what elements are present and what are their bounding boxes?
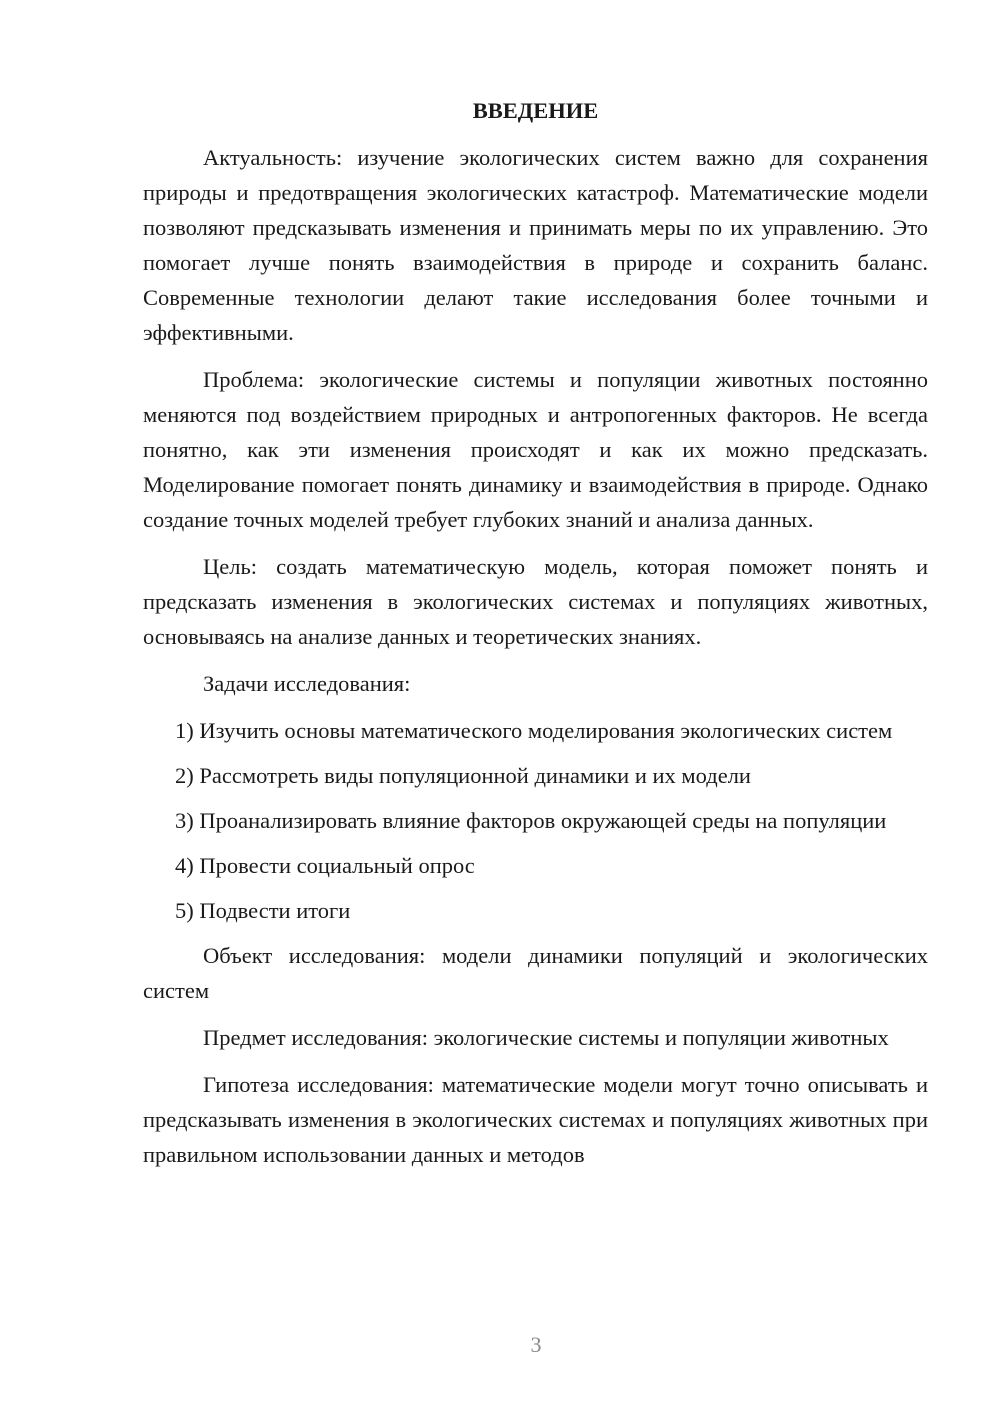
subject-paragraph: Предмет исследования: экологические системы и популяции животных: [203, 1025, 889, 1050]
relevance-paragraph: Актуальность: изучение экологических систем важно для сохранения природы и предотвращения экологических катастроф. Математические модели позволяют предсказывать изменения и принимать меры по их управлению. Это помогает лучше понять взаимодействия в природе и сохранить баланс. Современные технологии делают такие исследования более точными и эффективными.: [143, 145, 928, 345]
task-item-5: 5) Подвести итоги: [175, 898, 351, 923]
document-page: [143, 93, 928, 1184]
task-item-3: 3) Проанализировать влияние факторов окружающей среды на популяции: [175, 808, 887, 833]
hypothesis-paragraph: Гипотеза исследования: математические модели могут точно описывать и предсказывать изменения в экологических системах и популяциях животных при правильном использовании данных и методов: [143, 1072, 928, 1167]
page-number: 3: [530, 1332, 542, 1357]
problem-paragraph: Проблема: экологические системы и популяции животных постоянно меняются под воздействием природных и антропогенных факторов. Не всегда понятно, как эти изменения происходят и как их можно предсказать. Моделирование помогает понять динамику и взаимодействия в природе. Однако создание точных моделей требует глубоких знаний и анализа данных.: [143, 367, 928, 532]
object-paragraph: Объект исследования: модели динамики популяций и экологических систем: [143, 943, 928, 1003]
task-item-2: 2) Рассмотреть виды популяционной динамики и их модели: [175, 763, 751, 788]
goal-paragraph: Цель: создать математическую модель, которая поможет понять и предсказать изменения в экологических системах и популяциях животных, основываясь на анализе данных и теоретических знаниях.: [143, 554, 928, 649]
page-title: ВВЕДЕНИЕ: [472, 98, 599, 123]
tasks-heading: Задачи исследования:: [203, 671, 411, 696]
task-item-1: 1) Изучить основы математического моделирования экологических систем: [175, 718, 893, 743]
task-item-4: 4) Провести социальный опрос: [175, 853, 475, 878]
